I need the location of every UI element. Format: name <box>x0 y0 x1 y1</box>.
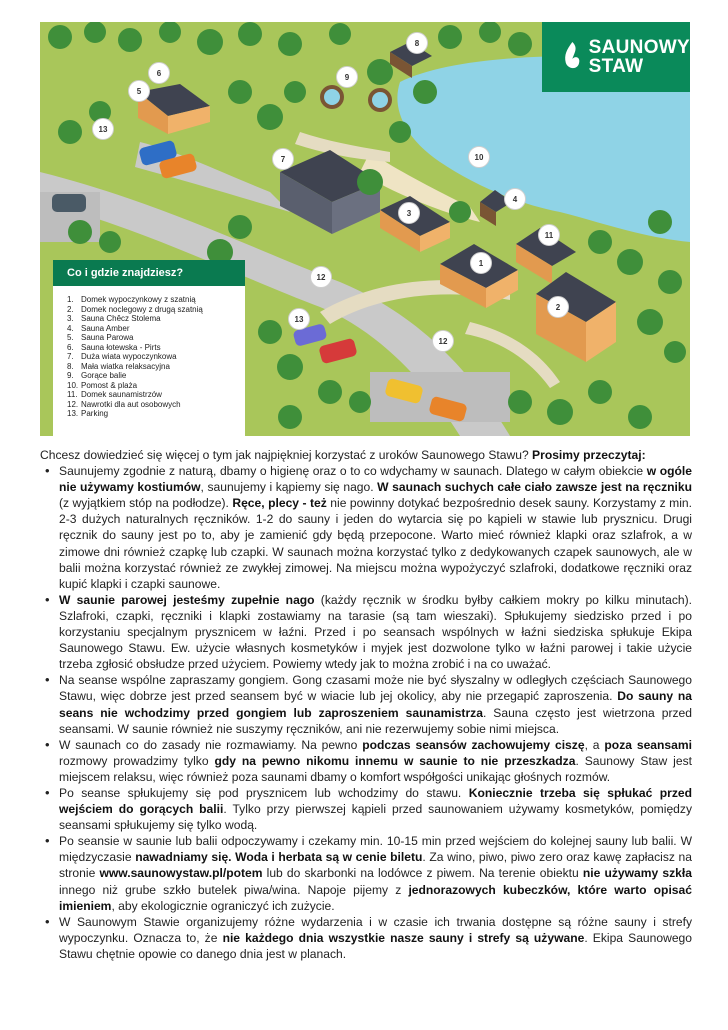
legend-item-number: 1. <box>67 295 74 304</box>
rule-text: . Saunowy Staw jest miejscem relaksu, więc również poza saunami dbamy o komfort współgości unikając głośnych rozmów. <box>59 753 692 784</box>
legend-item-label: Sauna Chêcz Stolema <box>81 314 161 323</box>
legend-item <box>67 295 245 305</box>
map-pin: 3 <box>398 202 420 224</box>
rule-emphasis: Koniecznie trzeba się spłukać przed wejściem do gorących balii <box>59 785 692 817</box>
legend-item <box>67 324 245 334</box>
legend-item-number: 13. <box>67 409 79 418</box>
legend-item-label: Duża wiata wypoczynkowa <box>81 352 177 361</box>
rule-emphasis: www.saunowystaw.pl/potem <box>99 866 263 881</box>
legend-title: Co i gdzie znajdziesz? <box>53 260 245 286</box>
rule-text: , a <box>584 737 605 752</box>
flame-drop-icon <box>562 39 583 75</box>
rule-item <box>40 785 692 833</box>
rule-text: innego niż grube szkło butelek piwa/wina. Napoje pijemy z <box>59 882 409 897</box>
rule-text: Na seanse wspólne zapraszamy gongiem. Gong czasami może nie być słyszalny w odległych częściach Saunowego Stawu, więc dobrze jest przed seansem być w wiacie lub jej okolicy, aby nie przegapić zaproszenia. <box>59 673 692 704</box>
rule-item <box>40 463 692 592</box>
rule-emphasis: Do sauny na seans nie wchodzimy przed gongiem lub zaproszeniem saunamistrza <box>59 689 692 720</box>
rule-item <box>40 914 692 962</box>
rule-text: nie powinny dotykać bezpośrednio desek sauny. Korzystamy z min. 2-3 dużych naturalnych ręczników. 1-2 do sauny i jeden do wytarcia się po kąpieli w stawie lub prysznicu. Drugi ręcznik do sauny jest po to, aby je zamienić gdy będą przepocone. Warto mieć również klapki oraz szlafrok, a w zimowe dni również czapkę lub czapki. W saunach można korzystać tylko z dedykowanych czapek saunowych, ale w balii można korzystać również ze zwykłej zimowej. Na miejscu można wypożyczyć szlafroki, dodatkowe ręczniki oraz kupić klapki i czapki saunowe. <box>59 496 692 591</box>
map-legend <box>53 260 245 436</box>
legend-item <box>67 333 245 343</box>
legend-item <box>67 409 245 419</box>
intro-text: Chcesz dowiedzieć się więcej o tym jak najpiękniej korzystać z uroków Saunowego Stawu? <box>40 448 533 462</box>
rule-emphasis: jednorazowych kubeczków, które warto opisać imieniem <box>59 882 692 913</box>
legend-item <box>67 305 245 315</box>
rule-emphasis: Ręce, plecy - też <box>232 496 327 511</box>
legend-item-number: 9. <box>67 371 74 380</box>
rule-text: W Saunowym Stawie organizujemy różne wydarzenia i w czasie ich trwania dostępne są różne sauny i strefy wypoczynku. Oznacza to, że <box>59 914 692 945</box>
map-pin: 11 <box>538 224 560 246</box>
legend-item-label: Domek noclegowy z drugą szatnią <box>81 304 203 314</box>
rule-emphasis: W saunach suchych całe ciało zawsze jest na ręczniku <box>377 480 692 495</box>
map-pin: 9 <box>336 66 358 88</box>
map-pin: 4 <box>504 188 526 210</box>
map-pin: 5 <box>128 80 150 102</box>
legend-item-number: 10. <box>67 380 79 390</box>
brand-line2: STAW <box>588 56 644 77</box>
legend-item-label: Gorące balie <box>81 371 127 380</box>
rule-text: . Za wino, piwo, piwo zero oraz kawę zapłacisz na stronie <box>59 850 692 881</box>
rules-text <box>40 447 692 962</box>
legend-item-label: Mała wiatka relaksacyjna <box>81 361 170 371</box>
map-pin: 13 <box>92 118 114 140</box>
legend-item-label: Domek wypoczynkowy z szatnią <box>81 295 196 304</box>
legend-item-number: 8. <box>67 361 74 371</box>
rule-item <box>40 672 692 736</box>
rule-emphasis: poza seansami <box>604 737 692 752</box>
legend-item <box>67 362 245 372</box>
rule-emphasis: nawadniamy się. Woda i herbata są w cenie biletu <box>135 850 423 865</box>
legend-item-number: 7. <box>67 352 74 361</box>
legend-item <box>67 381 245 391</box>
legend-item <box>67 343 245 353</box>
legend-item <box>67 390 245 400</box>
legend-item <box>67 314 245 324</box>
map-pin: 7 <box>272 148 294 170</box>
rule-item <box>40 833 692 913</box>
legend-item <box>67 352 245 362</box>
legend-item-number: 6. <box>67 342 74 352</box>
legend-item-label: Parking <box>81 409 109 418</box>
map-pin: 12 <box>310 266 332 288</box>
legend-item-number: 4. <box>67 323 74 333</box>
rule-text: , aby ekologicznie ograniczyć ich zużycie. <box>111 898 335 913</box>
rule-text: Saunujemy zgodnie z naturą, dbamy o higienę oraz o to co wdychamy w saunach. Dlatego w całym obiekcie <box>59 464 647 479</box>
legend-item-number: 12. <box>67 399 79 409</box>
rule-text: (z wyjątkiem stóp na podłodze). <box>59 496 233 511</box>
rule-text: (każdy ręcznik w środku byłby całkiem mokry po kilku minutach). Szlafroki, czapki, ręczniki i klapki zostawiamy na tarasie (są tam wieszaki). Spłukujemy siedzisko przed i po korzystaniu specjalnym prysznicem w łaźni. Przed i po seansach wspólnych w łaźni siedziska spłukuje Ekipa Saunowego Stawu. Ew. użycie własnych kosmetyków i myjek jest dozwolone tylko w łaźni parowej i takie użycie trzeba zgłosić obsłudze przed użyciem. Powiemy wtedy jak to można zrobić i na co uważać. <box>59 592 692 672</box>
legend-item-label: Sauna Parowa <box>81 333 134 342</box>
rule-emphasis: w ogóle nie używamy kostiumów <box>59 464 693 495</box>
map-pin: 8 <box>406 32 428 54</box>
site-map <box>40 22 690 436</box>
map-pin: 6 <box>148 62 170 84</box>
rule-text: Po seanse spłukujemy się pod prysznicem lub wchodzimy do stawu. <box>59 785 469 800</box>
rule-item <box>40 737 692 785</box>
legend-item-label: Domek saunamistrzów <box>81 390 162 399</box>
rule-emphasis: W saunie parowej jesteśmy zupełnie nago <box>59 592 315 607</box>
rule-text: Po seansie w saunie lub balii odpoczywamy i czekamy min. 10-15 min przed wejściem do kolejnej sauny lub balii. W międzyczasie <box>59 834 692 865</box>
legend-item-label: Sauna Amber <box>81 323 130 333</box>
legend-item-label: Sauna łotewska - Pirts <box>81 342 161 352</box>
map-pin: 12 <box>432 330 454 352</box>
intro-paragraph <box>40 447 692 463</box>
legend-item <box>67 371 245 381</box>
rule-text: W saunach co do zasady nie rozmawiamy. Na pewno <box>59 737 363 752</box>
map-pin: 2 <box>547 296 569 318</box>
legend-list <box>53 286 245 419</box>
rule-item <box>40 592 692 672</box>
rule-emphasis: podczas seansów zachowujemy ciszę <box>362 737 585 752</box>
brand-line1: SAUNOWY <box>588 37 690 58</box>
legend-item-number: 5. <box>67 333 74 342</box>
rule-text: , saunujemy i kąpiemy się nago. <box>200 480 378 495</box>
rule-text: rozmowy prowadzimy tylko <box>59 753 215 768</box>
brand-logo <box>542 22 690 92</box>
legend-item <box>67 400 245 410</box>
rules-list <box>40 463 692 962</box>
rule-text: . Tylko przy pierwszej kąpieli przed saunowaniem używamy kosmetyków, pomiędzy seansami spłukujemy się tylko wodą. <box>59 802 692 833</box>
rule-text: . Sauna często jest wietrzona przed seansami. W saunie również nie suszymy ręczników, ani nie rezerwujemy sobie nimi miejsca. <box>59 705 692 736</box>
rule-text: lub do skarbonki na lodówce z piwem. Na terenie obiektu <box>262 866 583 881</box>
intro-bold: Prosimy przeczytaj: <box>532 448 646 462</box>
legend-item-number: 2. <box>67 304 74 314</box>
rule-emphasis: nie używamy szkła <box>582 866 692 881</box>
rule-emphasis: gdy na pewno nikomu innemu w saunie to nie przeszkadza <box>214 753 576 768</box>
map-pin: 10 <box>468 146 490 168</box>
map-pin: 1 <box>470 252 492 274</box>
legend-item-number: 11. <box>67 390 78 399</box>
legend-item-label: Nawrotki dla aut osobowych <box>81 399 181 409</box>
rule-emphasis: nie każdego dnia wszystkie nasze sauny i strefy są używane <box>222 930 585 945</box>
legend-item-number: 3. <box>67 314 74 323</box>
map-pin: 13 <box>288 308 310 330</box>
rule-text: . Ekipa Saunowego Stawu chętnie opowie co danego dnia jest w planach. <box>59 930 693 961</box>
legend-item-label: Pomost & plaża <box>81 380 138 390</box>
